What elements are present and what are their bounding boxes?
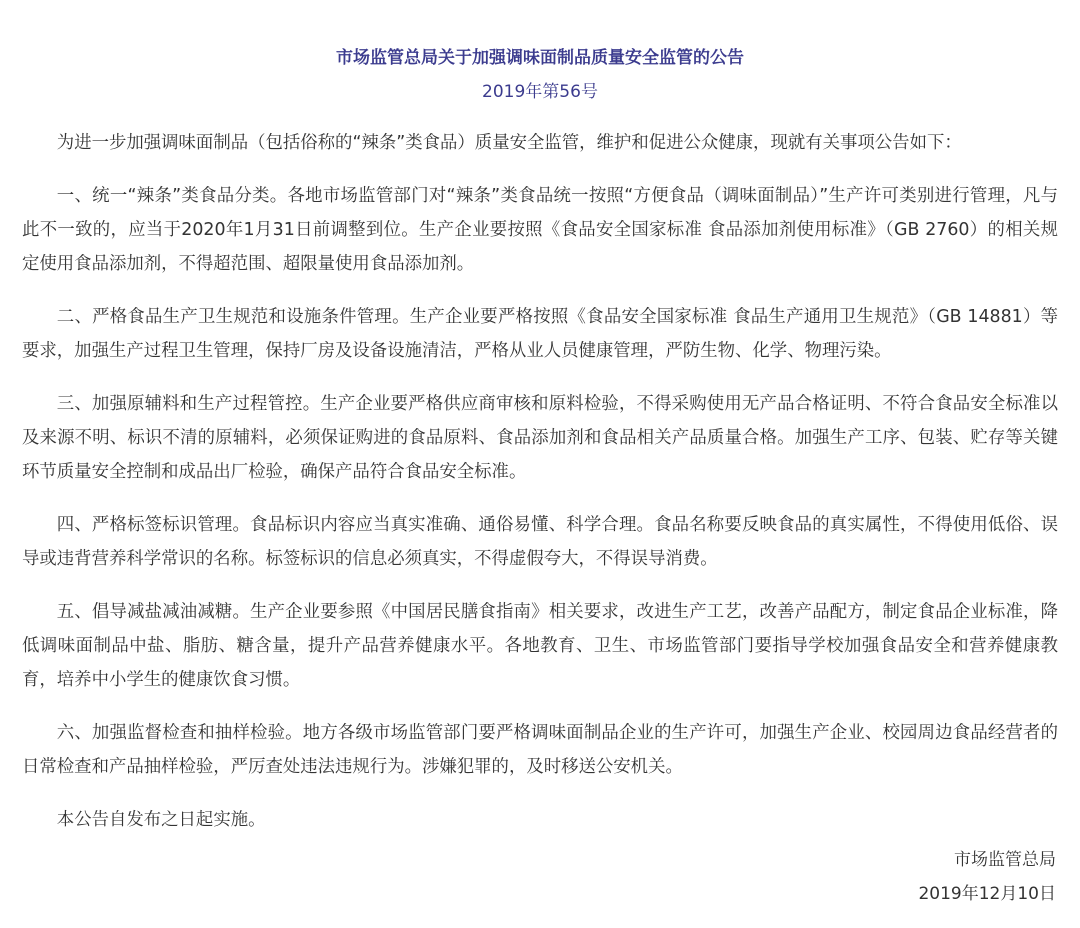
paragraph-effective: 本公告自发布之日起实施。	[56, 810, 266, 830]
paragraph-3: 三、加强原辅料和生产过程管控。生产企业要严格供应商审核和原料检验，不得采购使用无产品合格证明、不符合食品安全标准以及来源不明、标识不清的原辅料，必须保证购进的食品原料、食品添加剂和食品相关产品质量合格。加强生产工序、包装、贮存等关键环节质量安全控制和成品出厂检验，确保产品符合食品安全标准。	[22, 394, 1058, 482]
paragraph-intro: 为进一步加强调味面制品（包括俗称的“辣条”类食品）质量安全监管，维护和促进公众健康，现就有关事项公告如下：	[56, 133, 962, 153]
paragraph-5: 五、倡导减盐减油减糖。生产企业要参照《中国居民膳食指南》相关要求，改进生产工艺，改善产品配方，制定食品企业标准，降低调味面制品中盐、脂肪、糖含量，提升产品营养健康水平。各地教育、卫生、市场监管部门要指导学校加强食品安全和营养健康教育，培养中小学生的健康饮食习惯。	[22, 602, 1058, 690]
paragraph-2: 二、严格食品生产卫生规范和设施条件管理。生产企业要严格按照《食品安全国家标准 食品生产通用卫生规范》（GB 14881）等要求，加强生产过程卫生管理，保持厂房及设备设施清洁，严格从业人员健康管理，严防生物、化学、物理污染。	[22, 307, 1058, 361]
issuer-name: 市场监管总局	[954, 850, 1056, 870]
signature-block	[918, 843, 1056, 911]
issue-date: 2019年12月10日	[918, 884, 1056, 904]
document-body	[22, 126, 1058, 856]
document-title: 市场监管总局关于加强调味面制品质量安全监管的公告	[336, 48, 744, 68]
paragraph-4: 四、严格标签标识管理。食品标识内容应当真实准确、通俗易懂、科学合理。食品名称要反映食品的真实属性，不得使用低俗、误导或违背营养科学常识的名称。标签标识的信息必须真实，不得虚假夸大，不得误导消费。	[22, 515, 1058, 569]
paragraph-6: 六、加强监督检查和抽样检验。地方各级市场监管部门要严格调味面制品企业的生产许可，加强生产企业、校园周边食品经营者的日常检查和产品抽样检验，严厉查处违法违规行为。涉嫌犯罪的，及时移送公安机关。	[22, 723, 1058, 777]
paragraph-1: 一、统一“辣条”类食品分类。各地市场监管部门对“辣条”类食品统一按照“方便食品（调味面制品）”生产许可类别进行管理，凡与此不一致的，应当于2020年1月31日前调整到位。生产企业要按照《食品安全国家标准 食品添加剂使用标准》（GB 2760）的相关规定使用食品添加剂，不得超范围、超限量使用食品添加剂。	[22, 186, 1058, 274]
document-number: 2019年第56号	[482, 82, 598, 102]
